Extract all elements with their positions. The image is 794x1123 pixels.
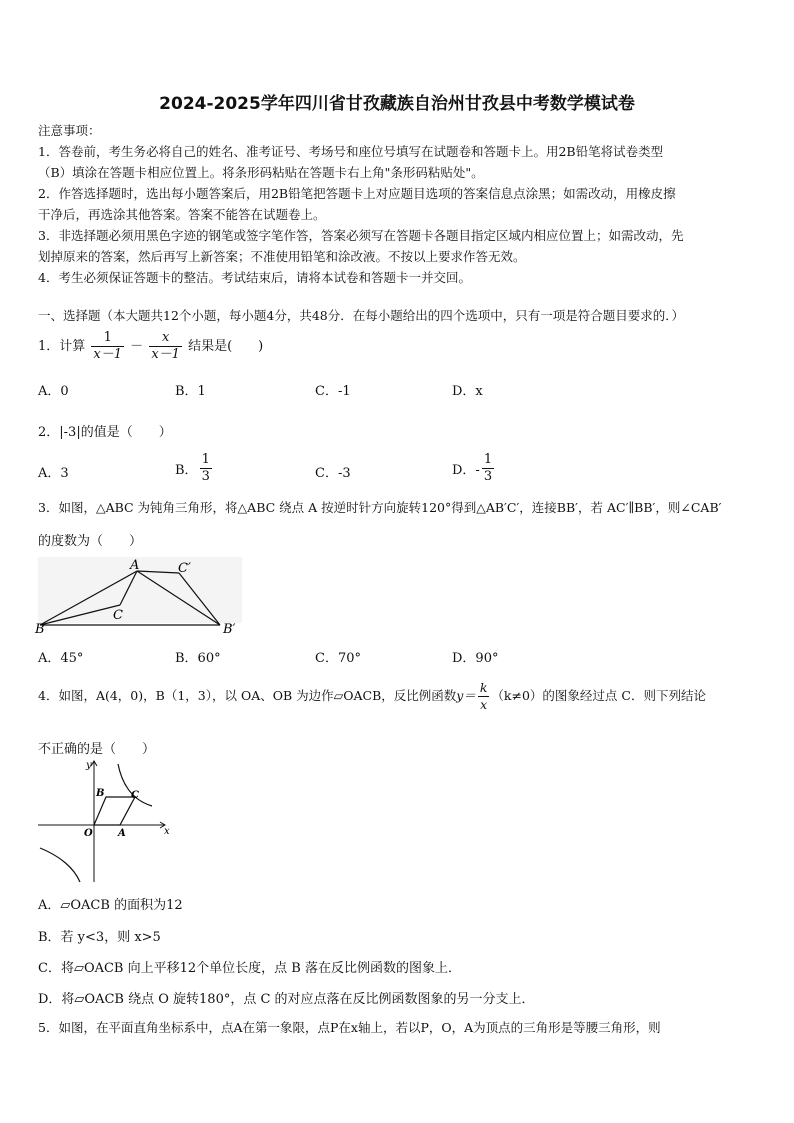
- question-2: 2．|-3|的值是（ ）: [38, 425, 172, 440]
- q2-option-b: [175, 452, 214, 485]
- q4-parallelogram-oacb: [94, 797, 135, 825]
- q3-options: [38, 647, 598, 667]
- q1-fraction-2: [149, 330, 182, 363]
- question-1: [38, 330, 263, 363]
- q3-option-b: B．60°: [175, 651, 221, 666]
- q2-b-numerator: 1: [201, 452, 210, 467]
- notes-line: 3．非选择题必须用黑色字迹的钢笔或签字笔作答，答案必须写在答题卡各题目指定区域内相应位置上；如需改动，先: [38, 228, 684, 243]
- q1-option-b: B．1: [175, 384, 206, 399]
- q2-option-d: [452, 452, 496, 485]
- page-title: 2024-2025学年四川省甘孜藏族自治州甘孜县中考数学模试卷: [159, 94, 635, 114]
- q3-figure-background: [38, 557, 242, 623]
- q2-b-prefix: B．: [175, 463, 198, 478]
- q4-option-a: A．▱OACB 的面积为12: [38, 898, 183, 913]
- q4-func-lhs: y＝: [456, 688, 476, 703]
- q4-func-numerator: k: [479, 680, 488, 695]
- section-heading: 一、选择题（本大题共12个小题，每小题4分，共48分．在每小题给出的四个选项中，只有一项是符合题目要求的．）: [38, 308, 685, 323]
- q3-label-c: C: [113, 608, 123, 623]
- q2-d-denominator: 3: [483, 469, 493, 484]
- q4-label-c: C: [131, 790, 139, 801]
- q2-options: [38, 452, 598, 492]
- q4-func-fraction: [478, 680, 490, 713]
- notes-line: 干净后，再选涂其他答案。答案不能答在试题卷上。: [38, 207, 326, 222]
- question-3-line-1: 3．如图，△ABC 为钝角三角形，将△ABC 绕点 A 按逆时针方向旋转120°得到△AB′C′，连接BB′，若 AC′∥BB′，则∠CAB′: [38, 500, 722, 515]
- q4-option-b: B．若 y<3，则 x>5: [38, 930, 161, 945]
- q4-hyperbola-branch-2: [40, 848, 80, 882]
- q1-options: [38, 380, 598, 400]
- q1-f2-denominator: x－1: [151, 347, 180, 362]
- q4-text-b: （k≠0）的图象经过点 C．则下列结论: [491, 688, 706, 703]
- q4-text-a: 4．如图，A(4，0)，B（1，3），以 OA、OB 为边作▱OACB，反比例函数: [38, 688, 457, 703]
- q1-f1-numerator: 1: [91, 330, 124, 347]
- question-4-line-2: 不正确的是（ ）: [38, 742, 156, 757]
- q1-fraction-1: [91, 330, 124, 363]
- q3-label-c-prime: C′: [178, 561, 191, 576]
- q3-option-a: A．45°: [38, 651, 84, 666]
- q2-option-a: A．3: [38, 466, 69, 481]
- q3-option-c: C．70°: [315, 651, 361, 666]
- q2-d-numerator: 1: [483, 452, 493, 467]
- q3-label-b: B: [35, 622, 45, 637]
- q4-func-denominator: x: [480, 697, 488, 712]
- q1-f1-denominator: x－1: [93, 347, 123, 362]
- q4-label-o: O: [84, 828, 93, 839]
- notes-section: [38, 120, 758, 288]
- q3-label-a: A: [130, 558, 140, 573]
- q1-suffix: 结果是( ): [188, 339, 264, 354]
- notes-line: 4．考生必须保证答题卡的整洁。考试结束后，请将本试卷和答题卡一并交回。: [38, 270, 471, 285]
- q1-option-c: C．-1: [315, 384, 351, 399]
- q4-option-c: C．将▱OACB 向上平移12个单位长度，点 B 落在反比例函数的图象上．: [38, 961, 461, 976]
- q3-option-d: D．90°: [452, 651, 499, 666]
- question-4-line-1: [38, 680, 706, 713]
- q4-option-d: D．将▱OACB 绕点 O 旋转180°，点 C 的对应点落在反比例函数图象的另一分支上．: [38, 992, 535, 1007]
- q1-minus: －: [130, 339, 144, 354]
- q1-option-d: D．x: [452, 384, 483, 399]
- q2-d-prefix: D．-: [452, 463, 480, 478]
- question-3-line-2: 的度数为（ ）: [38, 534, 143, 549]
- q1-f2-numerator: x: [149, 330, 182, 347]
- notes-line: 2．作答选择题时，选出每小题答案后，用2B铅笔把答题卡上对应题目选项的答案信息点涂黑；如需改动，用橡皮擦: [38, 186, 676, 201]
- q4-label-y: y: [86, 760, 92, 771]
- q4-label-x: x: [164, 826, 170, 837]
- question-5-line-1: 5．如图，在平面直角坐标系中，点A在第一象限，点P在x轴上，若以P，O，A为顶点的三角形是等腰三角形，则: [38, 1020, 661, 1035]
- q3-triangle-figure: [34, 555, 244, 637]
- q4-label-a: A: [118, 828, 126, 839]
- q1-option-a: A．0: [38, 384, 69, 399]
- q4-label-b: B: [96, 788, 105, 799]
- notes-heading: 注意事项：: [38, 123, 101, 138]
- q2-b-denominator: 3: [201, 469, 210, 484]
- q2-b-fraction: [200, 452, 212, 485]
- q4-coordinate-figure: [34, 756, 174, 886]
- notes-line: （B）填涂在答题卡相应位置上。将条形码粘贴在答题卡右上角"条形码粘贴处"。: [38, 165, 484, 180]
- q2-d-fraction: [482, 452, 494, 485]
- notes-line: 1．答卷前，考生务必将自己的姓名、准考证号、考场号和座位号填写在试题卷和答题卡上。用2B铅笔将试卷类型: [38, 144, 664, 159]
- q2-option-c: C．-3: [315, 466, 351, 481]
- q3-label-b-prime: B′: [223, 622, 236, 637]
- q1-prefix: 1．计算: [38, 339, 86, 354]
- notes-line: 划掉原来的答案，然后再写上新答案；不准使用铅笔和涂改液。不按以上要求作答无效。: [38, 249, 526, 264]
